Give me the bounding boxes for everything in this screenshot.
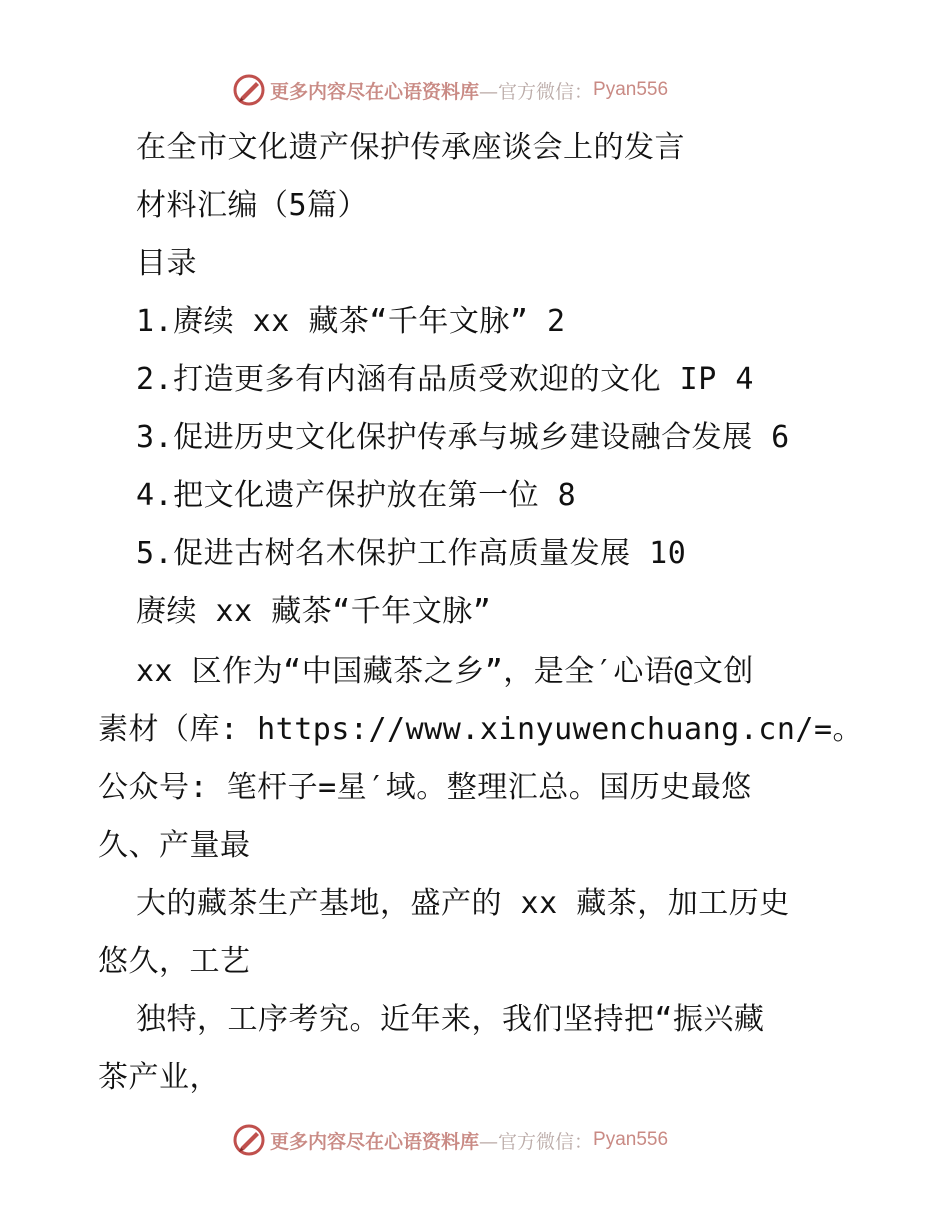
section-heading: 赓续 xx 藏茶“千年文脉” [136, 594, 492, 629]
pen-logo-icon [232, 73, 266, 107]
body-line-8: 茶产业， [98, 1060, 220, 1095]
body-line-7: 独特，工序考究。近年来，我们坚持把“振兴藏 [136, 1002, 765, 1037]
document-title-line-1: 在全市文化遗产保护传承座谈会上的发言 [136, 130, 685, 165]
toc-item-5: 5.促进古树名木保护工作高质量发展 10 [136, 536, 687, 571]
watermark-site-text: 更多内容尽在心语资料库 [270, 80, 480, 103]
watermark-site-text: 更多内容尽在心语资料库 [270, 1130, 480, 1153]
document-title-line-2: 材料汇编（5篇） [136, 188, 369, 223]
footer-watermark [232, 1120, 668, 1160]
header-watermark [232, 70, 668, 110]
body-line-5: 大的藏茶生产基地，盛产的 xx 藏茶，加工历史 [136, 886, 790, 921]
pen-logo-icon [232, 1123, 266, 1157]
body-line-1: xx 区作为“中国藏茶之乡”，是全′心语@文创 [136, 654, 754, 689]
watermark-wechat-label: —官方微信： [479, 80, 594, 103]
toc-item-4: 4.把文化遗产保护放在第一位 8 [136, 478, 577, 513]
watermark-wechat-id: Pyan556 [593, 1129, 669, 1150]
watermark-wechat-label: —官方微信： [479, 1130, 594, 1153]
body-line-2: 素材（库: https://www.xinyuwenchuang.cn/=。 [98, 712, 864, 747]
body-line-3: 公众号: 笔杆子=星′域。整理汇总。国历史最悠 [98, 770, 752, 805]
body-line-4: 久、产量最 [98, 828, 251, 863]
toc-item-1: 1.赓续 xx 藏茶“千年文脉” 2 [136, 304, 566, 339]
toc-item-3: 3.促进历史文化保护传承与城乡建设融合发展 6 [136, 420, 790, 455]
watermark-wechat-id: Pyan556 [593, 79, 669, 100]
toc-heading: 目录 [136, 246, 197, 281]
toc-item-2: 2.打造更多有内涵有品质受欢迎的文化 IP 4 [136, 362, 754, 397]
body-line-6: 悠久，工艺 [98, 944, 251, 979]
